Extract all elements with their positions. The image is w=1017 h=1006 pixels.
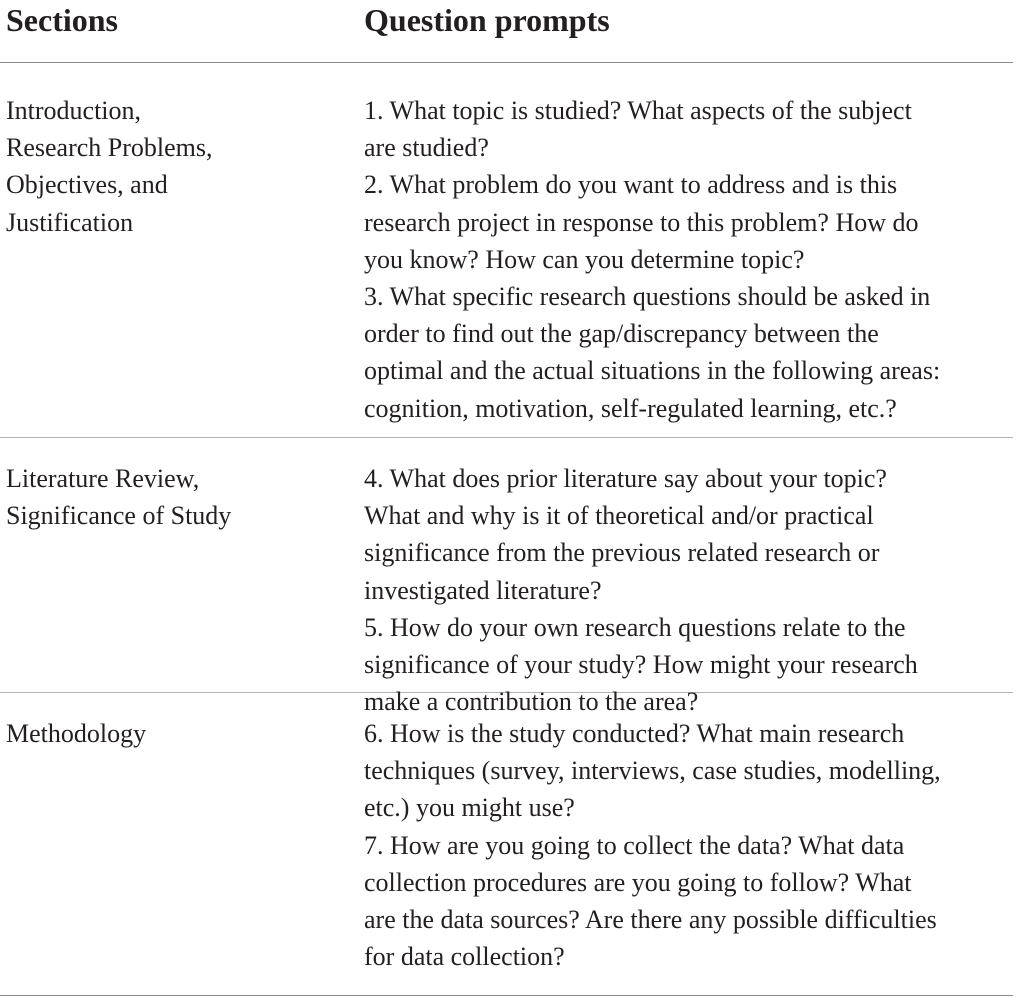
section-line: Literature Review,: [6, 464, 200, 493]
table-body: [0, 63, 1013, 996]
prompt-line: 4. What does prior literature say about your topic?: [364, 464, 887, 493]
prompt-line: 2. What problem do you want to address and is this: [364, 170, 898, 200]
table-row: [0, 693, 1013, 996]
prompt-line: techniques (survey, interviews, case studies, modelling,: [364, 756, 941, 786]
section-cell: [6, 460, 346, 534]
section-line: Significance of Study: [6, 501, 232, 531]
section-line: Justification: [6, 207, 134, 237]
header-question-prompts: Question prompts: [364, 2, 610, 38]
section-line: Objectives, and: [6, 170, 168, 200]
prompt-line: are studied?: [364, 133, 489, 163]
prompt-line: etc.) you might use?: [364, 793, 575, 823]
table-row: [0, 438, 1013, 717]
prompt-line: 1. What topic is studied? What aspects of the subject: [364, 96, 912, 125]
prompt-line: cognition, motivation, self-regulated learning, etc.?: [364, 393, 897, 423]
prompt-line: optimal and the actual situations in the following areas:: [364, 356, 941, 386]
prompt-line: 6. How is the study conducted? What main research: [364, 719, 905, 748]
question-prompts-cell: [364, 715, 1012, 975]
header-sections: Sections: [6, 2, 118, 38]
prompt-line: you know? How can you determine topic?: [364, 244, 805, 274]
prompt-line: 7. How are you going to collect the data? What data: [364, 830, 905, 860]
table-header-row: [0, 0, 1013, 63]
prompt-line: collection procedures are you going to follow? What: [364, 867, 912, 897]
section-cell: [6, 92, 346, 241]
section-line: Research Problems,: [6, 133, 213, 163]
table-row: [0, 63, 1013, 438]
prompt-line: 3. What specific research questions should be asked in: [364, 282, 931, 312]
prompt-line: significance from the previous related research or: [364, 538, 880, 568]
prompt-line: for data collection?: [364, 942, 565, 972]
section-line: Methodology: [6, 719, 147, 748]
prompt-line: research project in response to this problem? How do: [364, 207, 919, 237]
prompt-line: make a contribution to the area?: [364, 687, 699, 717]
prompt-line: significance of your study? How might your research: [364, 650, 918, 680]
prompt-line: What and why is it of theoretical and/or practical: [364, 501, 874, 531]
prompt-line: are the data sources? Are there any possible difficulties: [364, 905, 937, 935]
section-line: Introduction,: [6, 96, 142, 125]
prompt-line: 5. How do your own research questions relate to the: [364, 612, 906, 642]
section-cell: [6, 715, 346, 752]
prompt-line: order to find out the gap/discrepancy between the: [364, 319, 879, 349]
question-prompts-cell: [364, 460, 1012, 720]
prompt-line: investigated literature?: [364, 575, 602, 605]
question-prompts-cell: [364, 92, 1012, 427]
